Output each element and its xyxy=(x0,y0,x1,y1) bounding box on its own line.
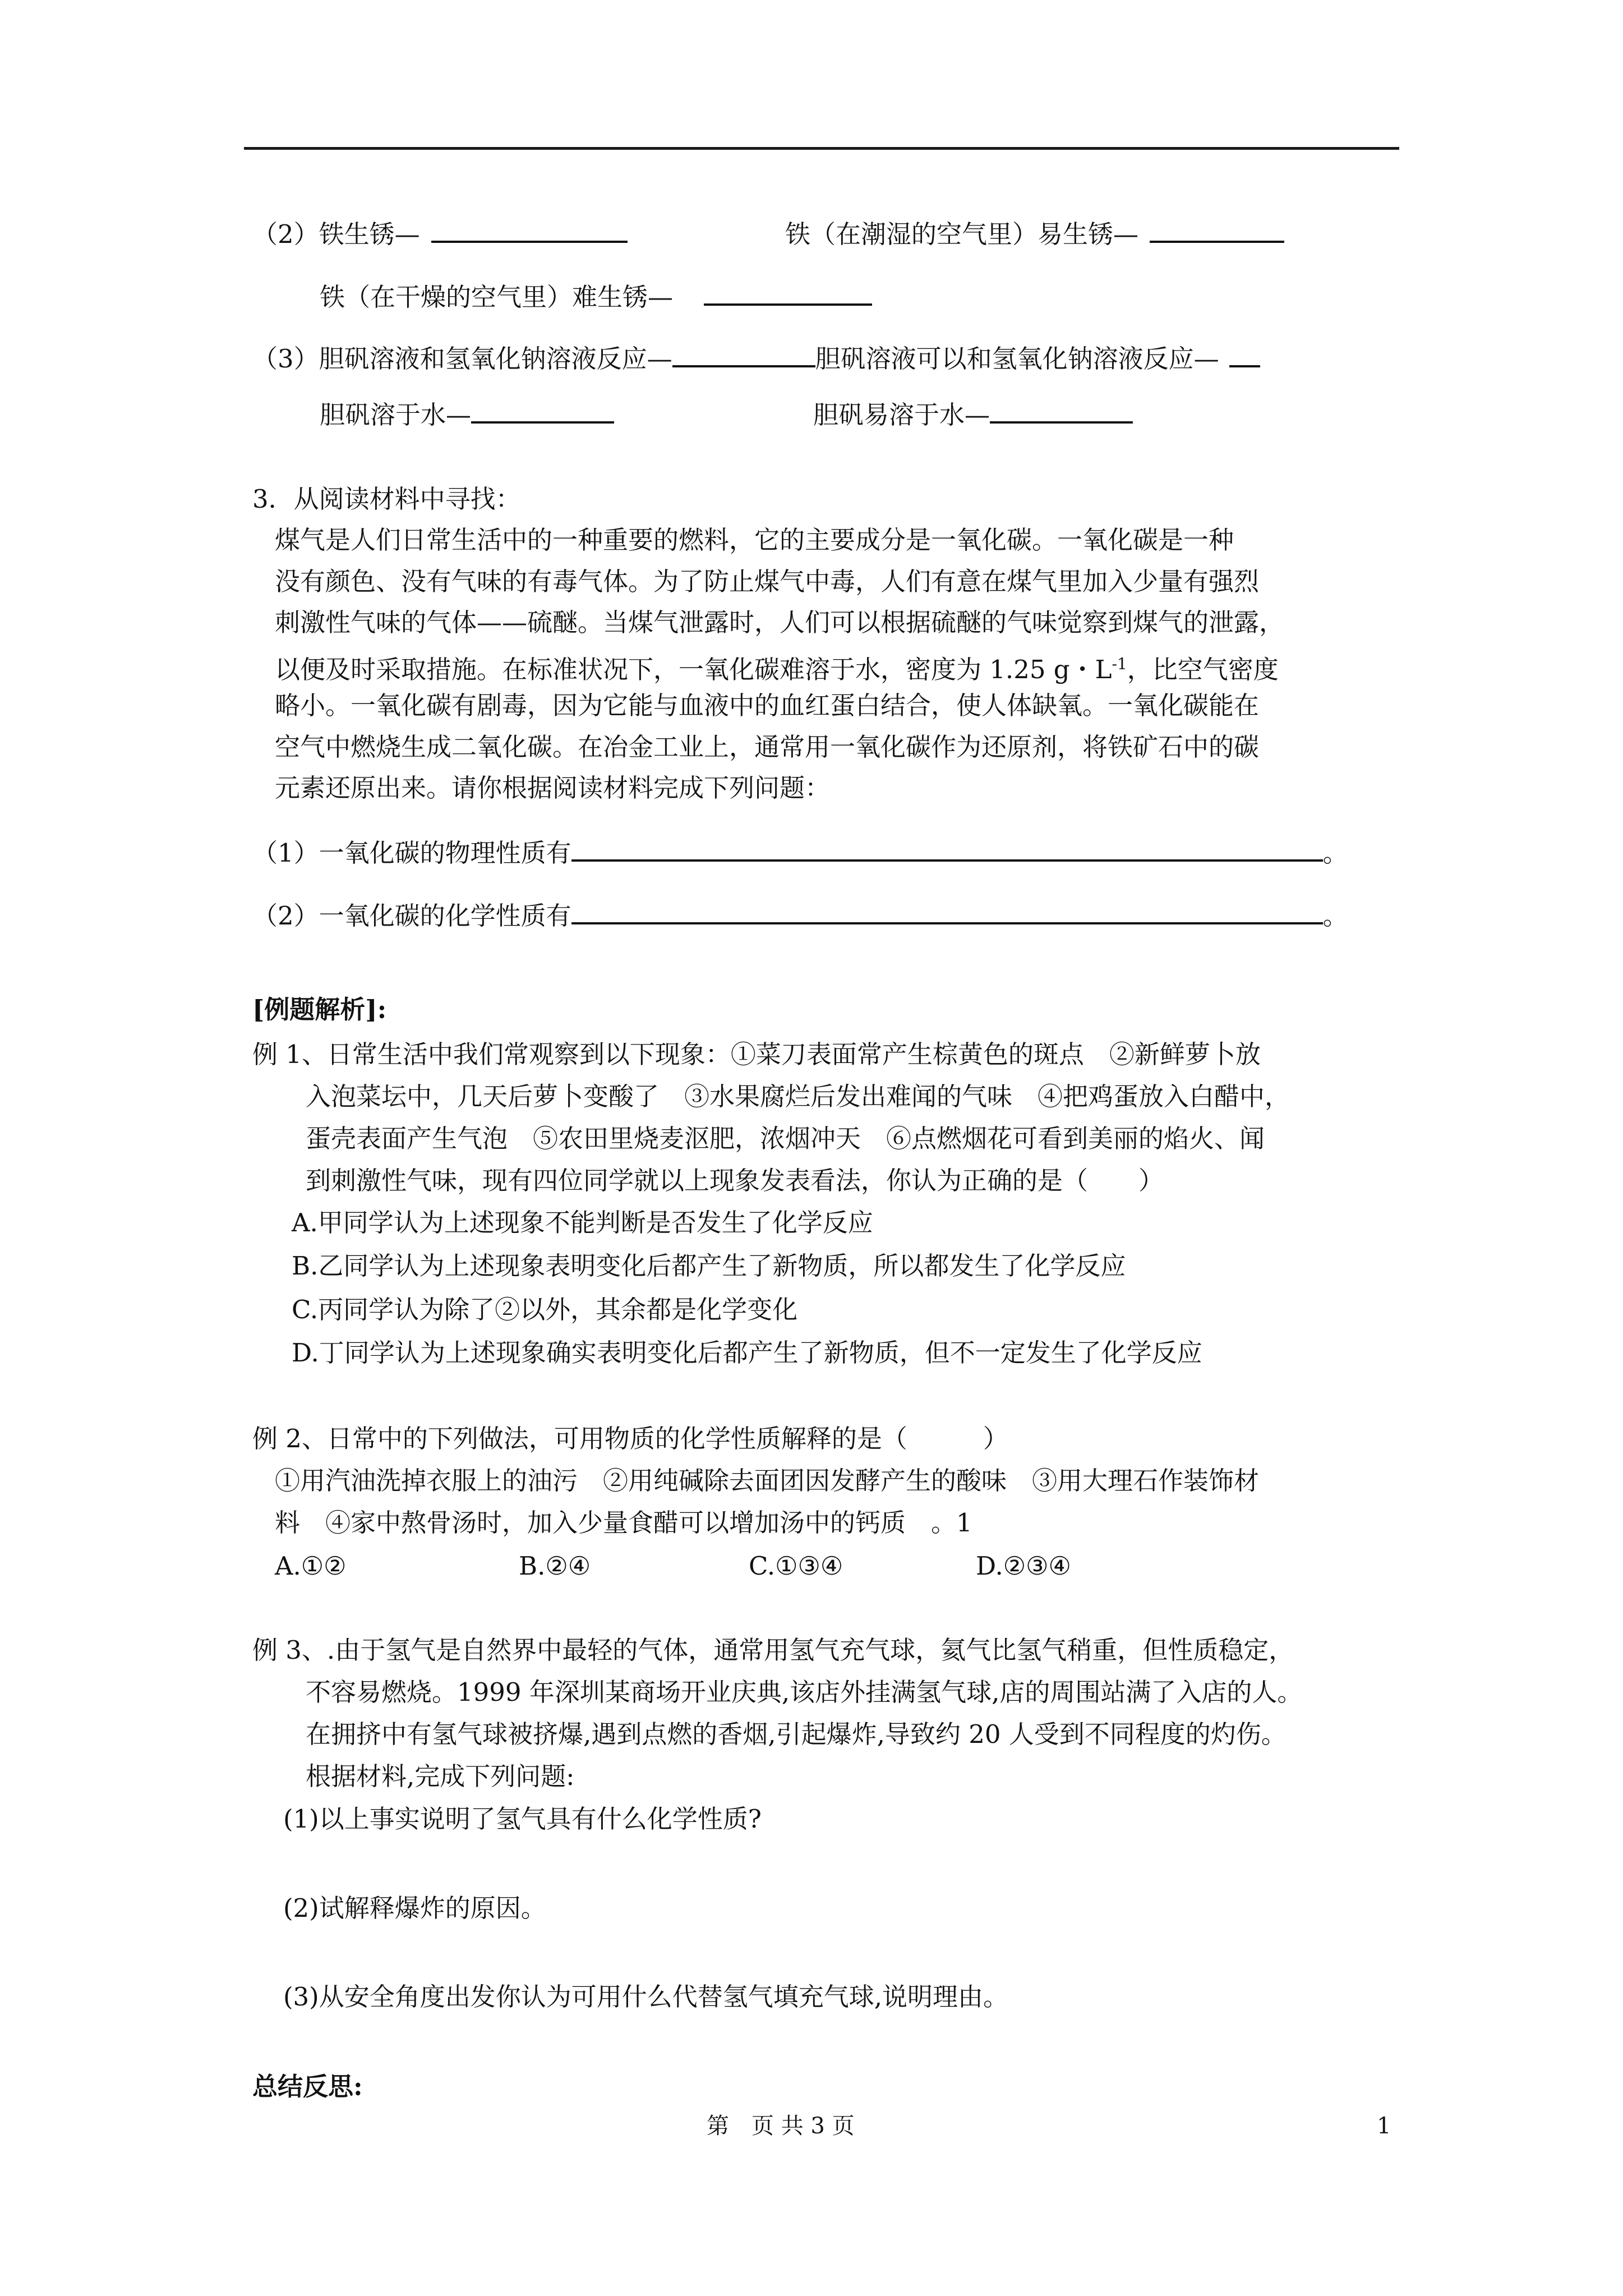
co-chemical-label: （2）一氧化碳的化学性质有 xyxy=(252,901,571,931)
section-3-title: 3．从阅读材料中寻找： xyxy=(252,484,521,514)
ex1-option-a: A.甲同学认为上述现象不能判断是否发生了化学反应 xyxy=(292,1208,873,1237)
ex3-line-4: 根据材料,完成下列问题: xyxy=(306,1761,575,1791)
header-rule xyxy=(244,147,1399,150)
answer-blank[interactable] xyxy=(571,835,1323,862)
reading-line-7: 元素还原出来。请你根据阅读材料完成下列问题： xyxy=(275,773,831,803)
co-physical-label: （1）一氧化碳的物理性质有 xyxy=(252,838,571,868)
ex1-option-c: C.丙同学认为除了②以外，其余都是化学变化 xyxy=(292,1295,798,1324)
ex3-question-1: (1)以上事实说明了氢气具有什么化学性质? xyxy=(283,1804,762,1834)
ex3-line-3: 在拥挤中有氢气球被挤爆,遇到点燃的香烟,引起爆炸,导致约 20 人受到不同程度的灼伤。 xyxy=(306,1719,1287,1749)
q2-line1-a xyxy=(252,216,628,251)
ex1-line-2: 入泡菜坛中，几天后萝卜变酸了 ③水果腐烂后发出难闻的气味 ④把鸡蛋放入白醋中， xyxy=(306,1082,1290,1111)
ex1-line-3: 蛋壳表面产生气泡 ⑤农田里烧麦沤肥，浓烟冲天 ⑥点燃烟花可看到美丽的焰火、闻 xyxy=(306,1124,1265,1153)
q2-line2 xyxy=(320,279,872,314)
ex1-line-1: 例 1、日常生活中我们常观察到以下现象：①菜刀表面常产生棕黄色的斑点 ②新鲜萝卜放 xyxy=(252,1039,1261,1069)
ex1-option-b: B.乙同学认为上述现象表明变化后都产生了新物质，所以都发生了化学反应 xyxy=(292,1251,1126,1281)
answer-blank[interactable] xyxy=(672,341,815,367)
q3-line2-b xyxy=(813,397,1133,432)
ex3-question-3: (3)从安全角度出发你认为可用什么代替氢气填充气球,说明理由。 xyxy=(283,1982,1009,2012)
answer-blank[interactable] xyxy=(571,898,1323,924)
ex2-line-3: 料 ④家中熬骨汤时，加入少量食醋可以增加汤中的钙质 。1 xyxy=(275,1508,972,1538)
q3-line1-b-text: 胆矾溶液可以和氢氧化钠溶液反应— xyxy=(815,344,1219,374)
ex2-option-b: B.②④ xyxy=(519,1551,591,1581)
co-physical-properties xyxy=(252,835,1348,870)
q3-line2-a-text: 胆矾溶于水— xyxy=(320,400,472,430)
reading-line-6: 空气中燃烧生成二氧化碳。在冶金工业上，通常用一氧化碳作为还原剂，将铁矿石中的碳 xyxy=(275,732,1260,762)
ex2-line-2: ①用汽油洗掉衣服上的油污 ②用纯碱除去面团因发酵产生的酸味 ③用大理石作装饰材 xyxy=(275,1466,1260,1496)
answer-blank[interactable] xyxy=(431,216,628,243)
answer-blank[interactable] xyxy=(990,397,1133,424)
q3-line1-a-text: （3）胆矾溶液和氢氧化钠溶液反应— xyxy=(252,344,672,374)
q3-line2-b-text: 胆矾易溶于水— xyxy=(813,400,990,430)
footer-page-number: 1 xyxy=(1377,2113,1391,2139)
ex3-line-2: 不容易燃烧。1999 年深圳某商场开业庆典,该店外挂满氢气球,店的周围站满了入店的人。 xyxy=(306,1677,1303,1707)
reading-line-4-text: 以便及时采取措施。在标准状况下，一氧化碳难溶于水，密度为 1.25 g・L xyxy=(275,655,1112,684)
reading-line-1: 煤气是人们日常生活中的一种重要的燃料，它的主要成分是一氧化碳。一氧化碳是一种 xyxy=(275,525,1234,555)
ex2-option-c: C.①③④ xyxy=(749,1551,843,1581)
q3-line2-a xyxy=(320,397,614,432)
ex2-line-1: 例 2、日常中的下列做法，可用物质的化学性质解释的是（ ） xyxy=(252,1424,1008,1453)
footer-page-info: 第 页 共 3 页 xyxy=(707,2113,855,2139)
q2-line1-b xyxy=(785,216,1284,251)
reading-line-3: 刺激性气味的气体——硫醚。当煤气泄露时，人们可以根据硫醚的气味觉察到煤气的泄露， xyxy=(275,608,1285,637)
ex1-option-d: D.丁同学认为上述现象确实表明变化后都产生了新物质，但不一定发生了化学反应 xyxy=(292,1338,1202,1368)
ex2-option-a: A.①② xyxy=(275,1551,347,1581)
ex1-line-4: 到刺激性气味，现有四位同学就以上现象发表看法，你认为正确的是（ ） xyxy=(306,1166,1164,1195)
q3-line1-a xyxy=(252,341,1260,376)
answer-blank[interactable] xyxy=(471,397,614,424)
ex3-question-2: (2)试解释爆炸的原因。 xyxy=(283,1893,546,1923)
end-mark: 。 xyxy=(1322,901,1348,931)
q2-line1-b-text: 铁（在潮湿的空气里）易生锈— xyxy=(785,219,1139,249)
q2-line2-text: 铁（在干燥的空气里）难生锈— xyxy=(320,282,674,312)
reading-line-2: 没有颜色、没有气味的有毒气体。为了防止煤气中毒，人们有意在煤气里加入少量有强烈 xyxy=(275,567,1260,596)
answer-blank[interactable] xyxy=(1150,216,1284,243)
ex2-option-d: D.②③④ xyxy=(976,1551,1071,1581)
end-mark: 。 xyxy=(1322,838,1348,868)
summary-heading: 总结反思: xyxy=(252,2072,363,2101)
reading-line-4-tail: ，比空气密度 xyxy=(1127,655,1279,684)
reading-line-4 xyxy=(275,647,1279,687)
answer-blank[interactable] xyxy=(704,279,872,306)
examples-heading: [例题解析]: xyxy=(252,995,387,1024)
ex3-line-1: 例 3、.由于氢气是自然界中最轻的气体，通常用氢气充气球，氦气比氢气稍重，但性质稳定， xyxy=(252,1635,1294,1665)
co-chemical-properties xyxy=(252,898,1348,933)
q2-line1-a-text: （2）铁生锈— xyxy=(252,219,420,249)
answer-blank[interactable] xyxy=(1229,341,1260,367)
reading-line-5: 略小。一氧化碳有剧毒，因为它能与血液中的血红蛋白结合，使人体缺氧。一氧化碳能在 xyxy=(275,691,1260,720)
unit-superscript: -1 xyxy=(1112,655,1127,673)
